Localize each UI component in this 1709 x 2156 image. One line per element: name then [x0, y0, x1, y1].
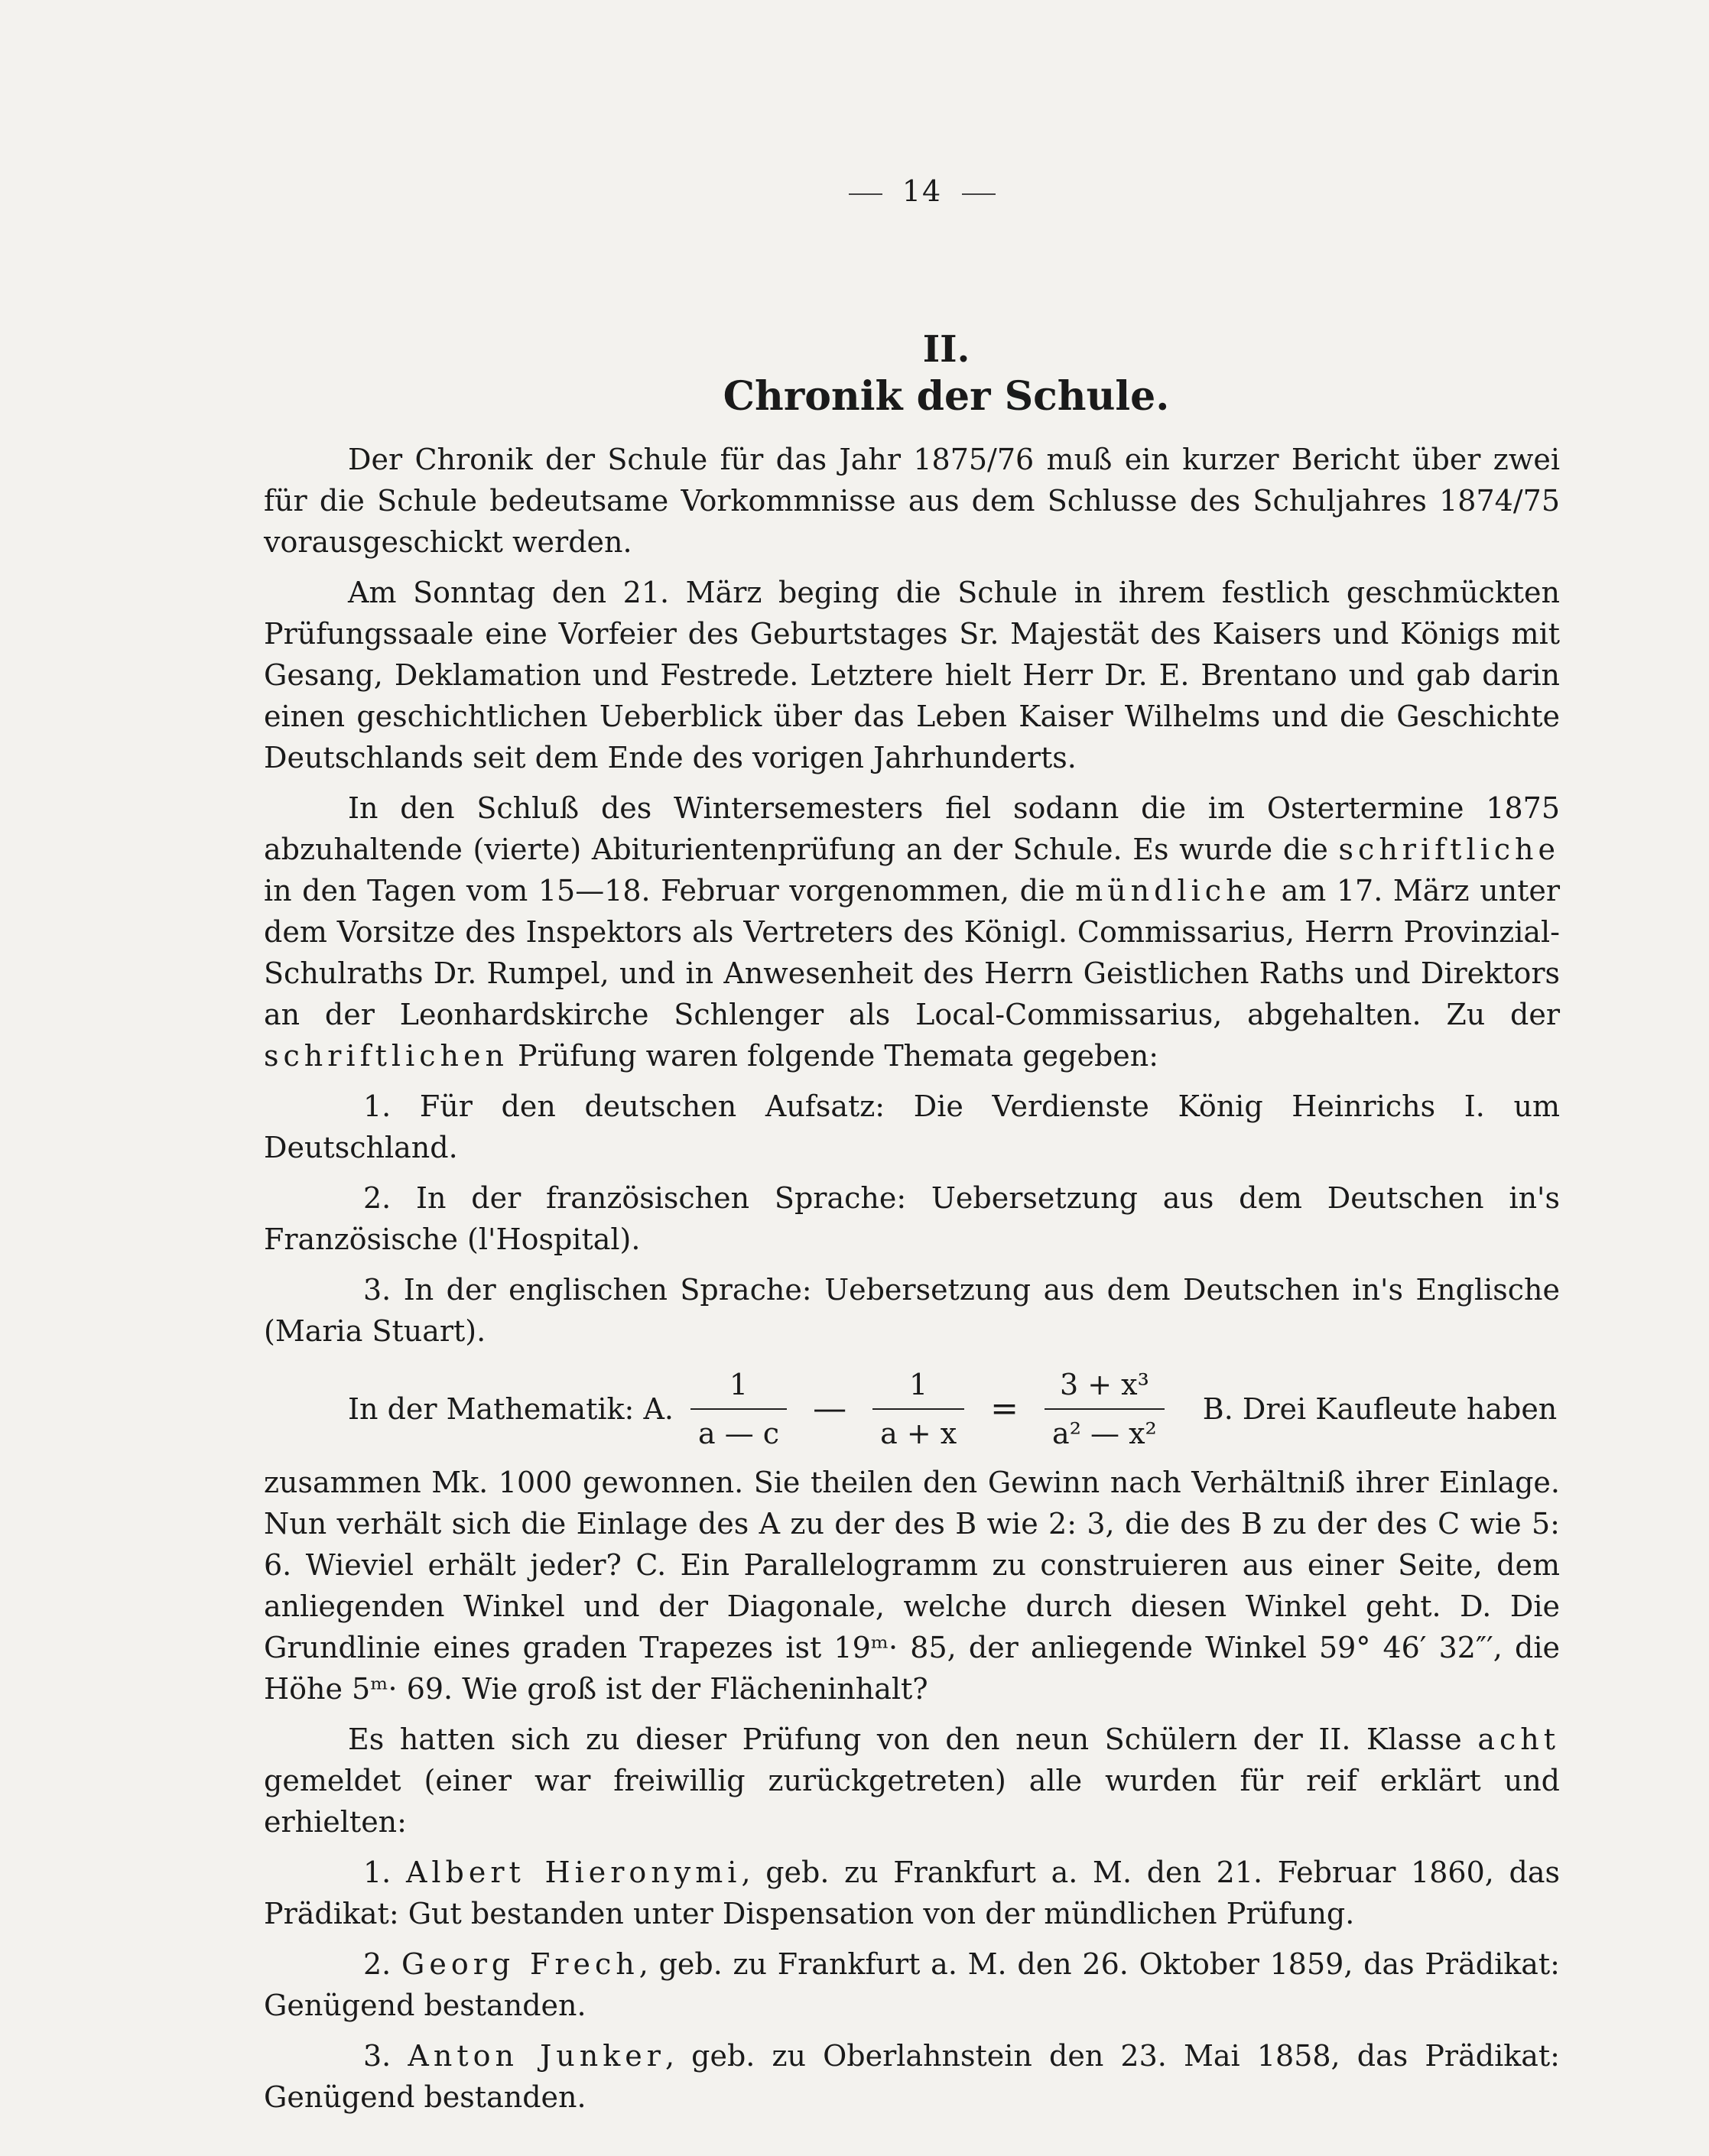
graduate-name: Georg Frech	[401, 1947, 639, 1981]
dash-left	[849, 193, 882, 195]
fraction-2: $\frac{1}{a + x}$	[872, 1364, 964, 1454]
minus-sign: —	[813, 1389, 847, 1428]
paragraph-birthday-celebration: Am Sonntag den 21. März beging die Schule in ihrem festlich geschmückten Prüfungssaale eine Vorfeier des Geburtstages Sr. Majestät des Kaisers und Königs mit Gesang, Deklamation und Festrede. Letztere hielt Herr Dr. E. Brentano und gab darin einen geschichtlichen Ueberblick über das Leben Kaiser Wilhelms und die Geschichte Deutschlands seit dem Ende des vorigen Jahrhunderts.	[264, 576, 1560, 774]
math-b-start: B. Drei Kaufleute haben	[1202, 1392, 1558, 1426]
math-intro: In der Mathematik: A.	[348, 1392, 674, 1426]
graduate-name: Albert Hieronymi	[405, 1856, 742, 1889]
graduate-entry: 2. Georg Frech, geb. zu Frankfurt a. M. den 26. Oktober 1859, das Prädikat: Genügend bestanden.	[264, 1947, 1560, 2022]
math-continuation: zusammen Mk. 1000 gewonnen. Sie theilen den Gewinn nach Verhältniß ihrer Einlage. Nun verhält sich die Einlage des A zu der des B wie 2: 3, die des B zu der des C wie 5: 6. Wieviel erhält jeder? C. Ein Parallelogramm zu construieren aus einer Seite, dem anliegenden Winkel und der Diagonale, welche durch diesen Winkel geht. D. Die Grundlinie eines graden Trapezes ist 19ᵐ· 85, der anliegende Winkel 59° 46′ 32″′, die Höhe 5ᵐ· 69. Wie groß ist der Flächeninhalt?	[264, 1466, 1560, 1706]
page-number: 14	[0, 174, 1709, 208]
theme-item: 3. In der englischen Sprache: Uebersetzung aus dem Deutschen in's Englische (Maria Stuart).	[264, 1273, 1560, 1348]
main-content	[264, 329, 1560, 2127]
graduate-entry: 1. Albert Hieronymi, geb. zu Frankfurt a. M. den 21. Februar 1860, das Prädikat: Gut bestanden unter Dispensation von der mündlichen Prüfung.	[264, 1856, 1560, 1930]
graduate-name: Anton Junker	[408, 2039, 665, 2073]
section-title: Chronik der Schule.	[723, 373, 1170, 420]
section-number: II.	[922, 328, 970, 371]
dash-right	[962, 193, 996, 195]
paragraph-exam-results: Es hatten sich zu dieser Prüfung von den neun Schülern der II. Klasse acht gemeldet (einer war freiwillig zurückgetreten) alle wurden für reif erklärt und erhielten:	[264, 1723, 1560, 1839]
fraction-3: $\frac{\text{3 + x³}}{\text{a² — x²}}$	[1045, 1364, 1165, 1454]
math-equation-line	[264, 1364, 1560, 1454]
paragraph-abitur: In den Schluß des Wintersemesters fiel sodann die im Ostertermine 1875 abzuhaltende (vierte) Abiturientenprüfung an der Schule. Es wurde die schriftliche in den Tagen vom 15—18. Februar vorgenommen, die mündliche am 17. März unter dem Vorsitze des Inspektors als Vertreters des Königl. Commissarius, Herrn Provinzial-Schulraths Dr. Rumpel, und in Anwesenheit des Herrn Geistlichen Raths und Direktors an der Leonhardskirche Schlenger als Local-Commissarius, abgehalten. Zu der schriftlichen Prüfung waren folgende Themata gegeben:	[264, 791, 1560, 1073]
paragraph-intro: Der Chronik der Schule für das Jahr 1875/76 muß ein kurzer Bericht über zwei für die Schule bedeutsame Vorkommnisse aus dem Schlusse des Schuljahres 1874/75 vorausgeschickt werden.	[264, 443, 1560, 559]
theme-item: 2. In der französischen Sprache: Uebersetzung aus dem Deutschen in's Französische (l'Hospital).	[264, 1181, 1560, 1256]
theme-item: 1. Für den deutschen Aufsatz: Die Verdienste König Heinrichs I. um Deutschland.	[264, 1089, 1560, 1164]
graduate-entry: 3. Anton Junker, geb. zu Oberlahnstein den 23. Mai 1858, das Prädikat: Genügend bestanden.	[264, 2039, 1560, 2114]
fraction-1: $\frac{1}{a — c}$	[690, 1364, 787, 1454]
equals-sign: =	[990, 1389, 1019, 1428]
